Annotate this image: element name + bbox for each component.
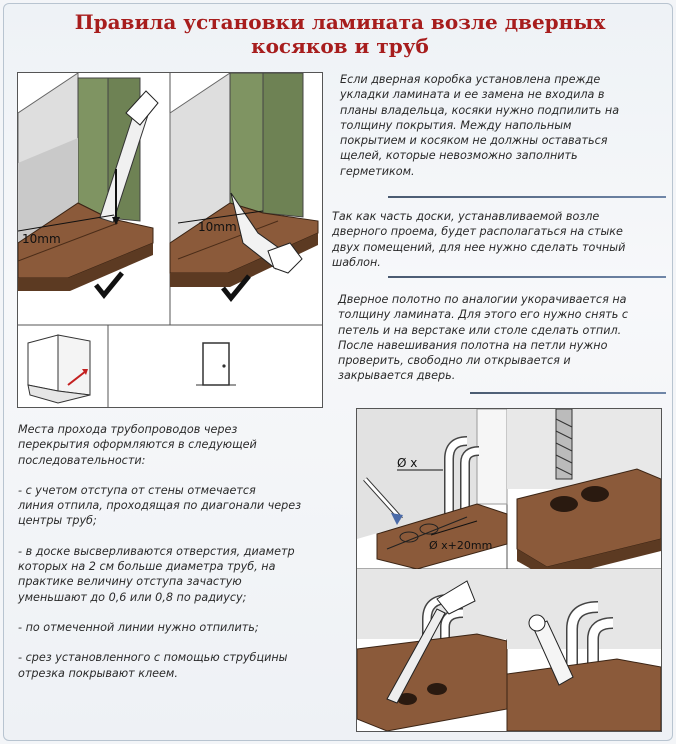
title-line-1: Правила установки ламината возле дверных	[74, 10, 606, 34]
divider-2	[388, 276, 666, 278]
door-jamb-drawing	[18, 73, 322, 407]
pipe-diameter-label: Ø x	[397, 456, 418, 470]
template-paragraph: Так как часть доски, устанавливаемой возле дверного проема, будет располагаться на стыке двух помещений, для нее нужно сделать точный шаблон.	[332, 210, 626, 269]
door-jamb-illustration	[17, 72, 323, 408]
divider-1	[388, 196, 666, 198]
page-title	[40, 10, 640, 58]
divider-3	[470, 392, 666, 394]
door-leaf-paragraph: Дверное полотно по аналогии укорачивается на толщину ламината. Для этого его нужно снять с петель и на верстаке или столе сделать отпил. После навешивания полотна на петли нужно проверить, свободно ли открывается и закрывается дверь.	[338, 293, 629, 383]
hole-diameter-label: Ø x+20mm	[429, 539, 493, 552]
pipe-drawing	[357, 409, 661, 731]
pipes-section: Места прохода трубопроводов через перекрытия оформляются в следующей последовательности: - с учетом отступа от стены отмечается линия отпила, проходящая по диагонали через центры труб; - в доске высверливаются отверстия, диаметр которых на 2 см больше диаметра труб, на практике величину отступа зачастую уменьшают до 0,6 или 0,8 по радиусу; - по отмеченной линии нужно отпилить; - срез установленного с помощью струбцины отрезка покрывают клеем.	[18, 423, 302, 680]
gap-label-left: 10mm	[22, 232, 61, 246]
door-frame-paragraph: Если дверная коробка установлена прежде укладки ламината и ее замена не входила в планы владельца, косяки нужно подпилить на толщину покрытия. Между напольным покрытием и косяком не должны оставаться щелей, которые невозможно заполнить герметиком.	[340, 73, 620, 178]
title-line-2: косяков и труб	[251, 34, 429, 58]
gap-label-right: 10mm	[198, 220, 237, 234]
pipe-illustration	[356, 408, 662, 732]
